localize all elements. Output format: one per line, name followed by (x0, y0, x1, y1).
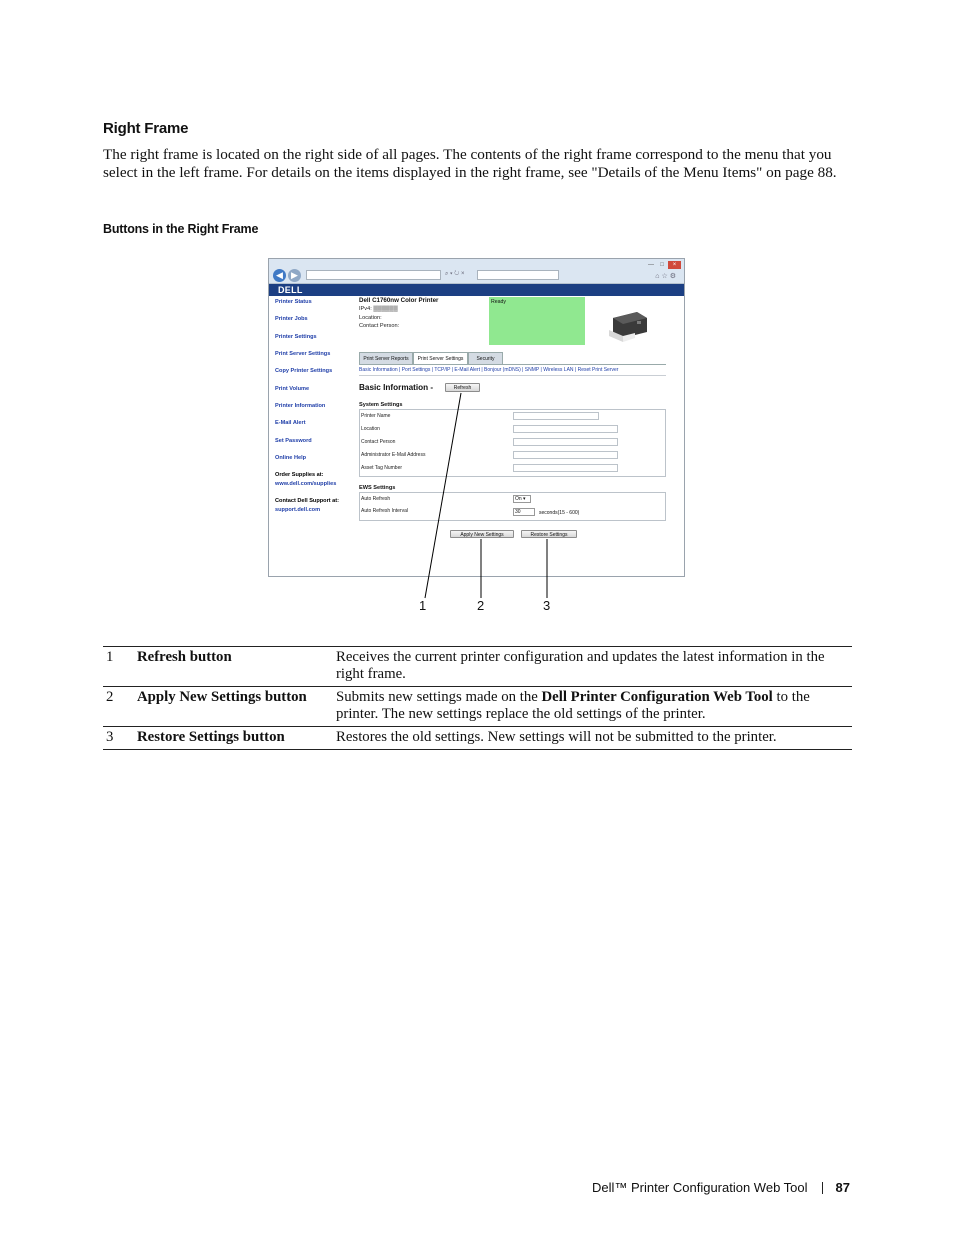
table-row (103, 647, 852, 687)
dell-logo: DELL (278, 285, 303, 295)
tab-security[interactable]: Security (468, 352, 503, 364)
support-link[interactable]: support.dell.com (275, 507, 321, 513)
row-button-name: Apply New Settings button (137, 687, 336, 727)
nav-print-volume[interactable]: Print Volume (275, 386, 310, 392)
row-number: 2 (103, 687, 137, 727)
field-label-printer-name: Printer Name (361, 413, 391, 419)
intro-paragraph: The right frame is located on the right side of all pages. The contents of the right frame correspond to the menu that you select in the left frame. For details on the items displayed in the right frame, see "Details of the Menu Items" on page 88. (103, 146, 837, 181)
ews-settings-title: EWS Settings (359, 485, 396, 491)
callout-2: 2 (477, 598, 485, 613)
callout-line-1 (425, 393, 461, 598)
refresh-interval-input[interactable]: 30 (513, 508, 535, 516)
page-footer (592, 1180, 850, 1195)
refresh-button[interactable]: Refresh (445, 383, 480, 392)
search-icon[interactable]: ⌕ ▾ ↻ × (445, 271, 465, 277)
nav-online-help[interactable]: Online Help (275, 455, 307, 461)
nav-print-server-settings[interactable]: Print Server Settings (275, 351, 331, 357)
subsection-heading: Buttons in the Right Frame (103, 222, 259, 236)
field-label-refresh-interval: Auto Refresh Interval (361, 508, 408, 514)
row-number: 1 (103, 647, 137, 687)
system-settings-title: System Settings (359, 402, 403, 408)
field-label-asset-tag: Asset Tag Number (361, 465, 403, 471)
nav-printer-settings[interactable]: Printer Settings (275, 334, 317, 340)
sub-menu-links[interactable]: Basic Information | Port Settings | TCP/IP | E-Mail Alert | Bonjour (mDNS) | SNMP | Wireless LAN | Reset Print Server (359, 367, 619, 373)
nav-printer-jobs[interactable]: Printer Jobs (275, 316, 308, 322)
field-label-admin-email: Administrator E-Mail Address (361, 452, 426, 458)
nav-printer-information[interactable]: Printer Information (275, 403, 326, 409)
maximize-icon[interactable]: □ (660, 262, 664, 268)
footer-title: Dell™ Printer Configuration Web Tool (591, 1180, 808, 1195)
row-number: 3 (103, 727, 137, 750)
order-supplies-link[interactable]: www.dell.com/supplies (275, 481, 337, 487)
page-number: 87 (835, 1180, 850, 1195)
order-supplies-label: Order Supplies at: (275, 472, 324, 478)
row-description: Receives the current printer configuration and updates the latest information in the right frame. (336, 647, 852, 687)
minimize-icon[interactable]: — (648, 262, 654, 268)
status-panel: Ready (489, 297, 585, 345)
restore-settings-button[interactable]: Restore Settings (521, 530, 577, 538)
nav-printer-status[interactable]: Printer Status (275, 299, 312, 305)
row-description: Submits new settings made on the Dell Printer Configuration Web Tool to the printer. The new settings replace the old settings of the printer. (336, 687, 852, 727)
footer-separator (822, 1182, 823, 1194)
row-description: Restores the old settings. New settings will not be submitted to the printer. (336, 727, 852, 750)
close-icon[interactable]: × (668, 261, 681, 269)
location-label: Location: (359, 315, 382, 321)
row-button-name: Restore Settings button (137, 727, 336, 750)
forward-icon[interactable]: ▶ (288, 269, 301, 282)
field-label-location: Location (361, 426, 380, 432)
refresh-interval-unit: seconds(15 - 600) (539, 510, 580, 516)
nav-email-alert[interactable]: E-Mail Alert (275, 420, 306, 426)
tab-print-server-settings[interactable]: Print Server Settings (413, 352, 468, 365)
printer-name: Dell C1760nw Color Printer (359, 297, 439, 304)
tab-print-server-reports[interactable]: Print Server Reports (359, 352, 413, 364)
home-star-gear-icons[interactable]: ⌂☆⚙ (655, 273, 678, 280)
row-button-name: Refresh button (137, 647, 336, 687)
field-label-auto-refresh: Auto Refresh (361, 496, 391, 502)
field-label-contact-person: Contact Person (361, 439, 396, 445)
section-heading: Right Frame (103, 120, 189, 137)
button-description-table (103, 646, 852, 750)
table-row (103, 727, 852, 750)
back-icon[interactable]: ◀ (273, 269, 286, 282)
callout-3: 3 (543, 598, 551, 613)
support-label: Contact Dell Support at: (275, 498, 340, 504)
page-title: Basic Information - (359, 383, 434, 392)
auto-refresh-select[interactable]: On ▾ (513, 495, 531, 503)
nav-copy-printer-settings[interactable]: Copy Printer Settings (275, 368, 333, 374)
apply-new-settings-button[interactable]: Apply New Settings (450, 530, 514, 538)
contact-label: Contact Person: (359, 323, 400, 329)
ip-label: IPv4: ▓▓▓▓▓▓ (359, 306, 398, 312)
nav-set-password[interactable]: Set Password (275, 438, 312, 444)
callout-1: 1 (419, 598, 427, 613)
table-row (103, 687, 852, 727)
